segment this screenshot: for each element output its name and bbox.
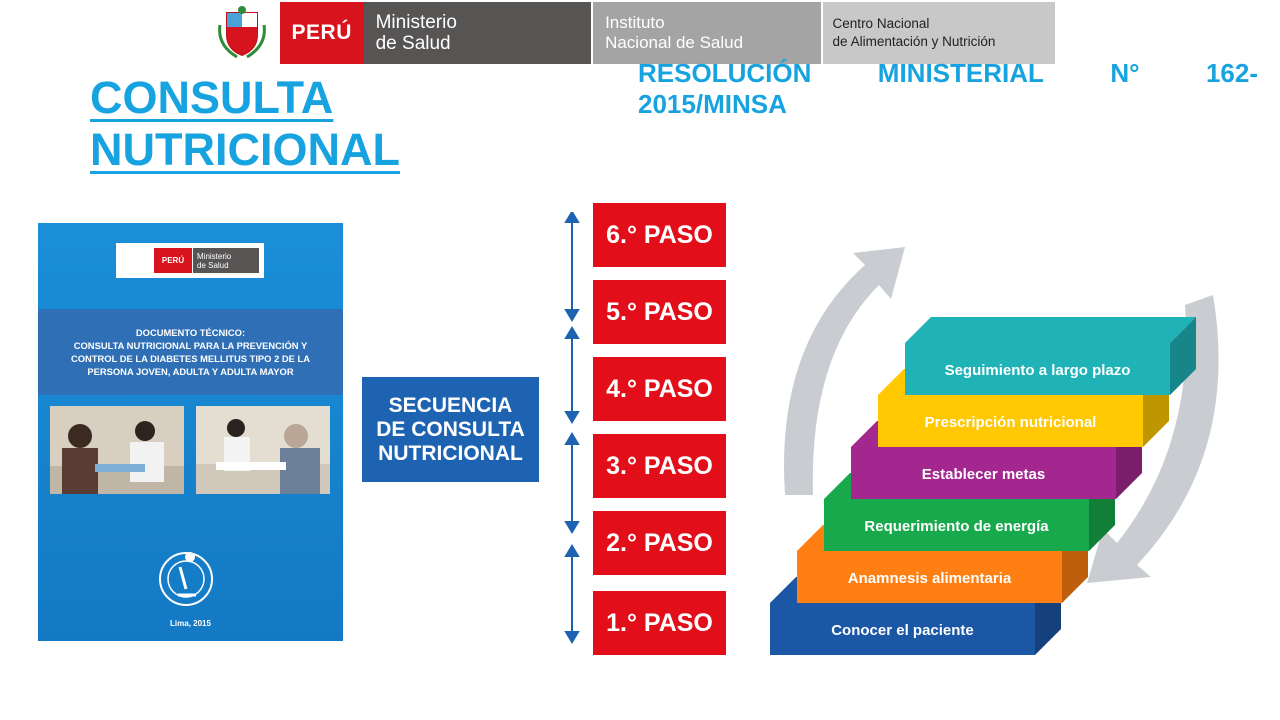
resolution-heading (638, 58, 1258, 120)
title-line-2: NUTRICIONAL (90, 124, 400, 175)
resolution-word: RESOLUCIÓN (638, 58, 812, 88)
sequence-label-box (362, 377, 539, 482)
staircase-diagram (765, 195, 1235, 660)
document-cover (38, 223, 343, 641)
coat-of-arms-icon (205, 2, 280, 64)
cover-peru-logo: PERÚ (154, 248, 192, 273)
consultation-photo (196, 406, 330, 494)
cover-band-line: CONTROL DE LA DIABETES MELLITUS TIPO 2 DE LA (70, 353, 311, 364)
cover-ministerio-logo (193, 248, 259, 273)
slide-title (90, 72, 450, 192)
instituto-nacional-logo (593, 2, 820, 64)
sequence-line: SECUENCIA (388, 393, 513, 417)
sequence-line: NUTRICIONAL (378, 441, 523, 465)
peru-logo: PERÚ (280, 2, 364, 64)
cover-min-line-1: Ministerio (197, 251, 232, 261)
cover-logo (116, 243, 264, 278)
step-3: 3.° PASO (593, 434, 726, 498)
cover-min-line-2: de Salud (197, 260, 229, 270)
cover-band-line: CONSULTA NUTRICIONAL PARA LA PREVENCIÓN Y (73, 340, 308, 351)
instituto-line-1: Instituto (605, 13, 665, 32)
resolution-word: N° (1110, 58, 1140, 88)
stair-top (905, 317, 1196, 343)
stair-label: Conocer el paciente (831, 622, 974, 639)
resolution-word: 162- (1205, 58, 1258, 88)
stair-label: Requerimiento de energía (864, 518, 1049, 535)
step-5: 5.° PASO (593, 280, 726, 344)
cover-band-line: DOCUMENTO TÉCNICO: (135, 327, 246, 338)
step-2: 2.° PASO (593, 511, 726, 575)
ministerio-line-1: Ministerio (375, 12, 457, 33)
sequence-line: DE CONSULTA (376, 417, 525, 441)
centro-line-2: de Alimentación y Nutrición (832, 34, 996, 49)
stair-label: Establecer metas (921, 466, 1046, 483)
resolution-line-2: 2015/MINSA (638, 89, 787, 119)
title-line-1: CONSULTA (90, 72, 334, 123)
stair-label: Seguimiento a largo plazo (944, 362, 1131, 379)
cover-title-band (38, 309, 343, 395)
centro-line-1: Centro Nacional (832, 16, 930, 31)
resolution-word: MINISTERIAL (877, 58, 1044, 88)
stair-label: Prescripción nutricional (924, 414, 1097, 431)
step-6: 6.° PASO (593, 203, 726, 267)
cover-city-year: Lima, 2015 (170, 619, 211, 628)
cover-band-line: PERSONA JOVEN, ADULTA Y ADULTA MAYOR (87, 366, 294, 377)
centro-nacional-logo (823, 2, 1055, 64)
step-4: 4.° PASO (593, 357, 726, 421)
consultation-photo (50, 406, 184, 494)
stair-label: Anamnesis alimentaria (847, 570, 1012, 587)
ministerio-line-2: de Salud (375, 33, 451, 54)
institutional-seal-icon (156, 543, 216, 615)
step-1: 1.° PASO (593, 591, 726, 655)
header-logo-strip (205, 2, 1055, 64)
ministerio-de-salud-logo (364, 2, 591, 64)
instituto-line-2: Nacional de Salud (605, 33, 744, 52)
step-arrows (555, 212, 589, 644)
